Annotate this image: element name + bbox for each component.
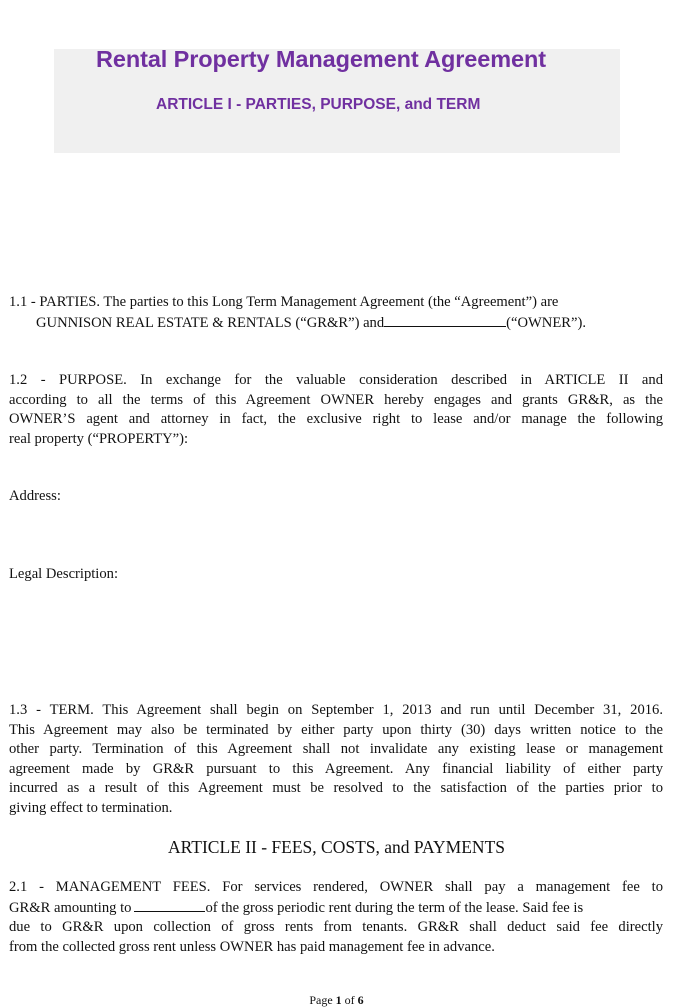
fee-amount-blank[interactable] [134,898,205,912]
legal-description-label: Legal Description: [9,566,119,582]
page-current: 1 [335,993,342,1007]
parties-text: (“OWNER”). [506,314,586,331]
page-footer [0,993,673,1008]
section-1-3-line: giving effect to termination. [9,799,173,816]
page-word: Page [309,993,333,1007]
section-1-2-purpose [9,371,663,449]
fee-text: of the gross periodic rent during the term of the lease. Said fee is [205,899,584,916]
section-1-3-term [9,701,663,819]
section-1-1-line [9,313,663,334]
parties-text: GUNNISON REAL ESTATE & RENTALS (“GR&R”) and [36,314,385,331]
section-1-1-parties [9,293,663,333]
section-1-3-line: other party. Termination of this Agreement shall not invalidate any existing lease or management [9,741,663,758]
section-2-1-line [9,898,663,919]
document-title: Rental Property Management Agreement [96,46,546,72]
article-2-heading: ARTICLE II - FEES, COSTS, and PAYMENTS [168,837,505,857]
section-1-2-line: 1.2 - PURPOSE. In exchange for the valuable consideration described in ARTICLE II and [9,372,663,388]
section-1-2-line: according to all the terms of this Agreement OWNER hereby engages and grants GR&R, as the [9,391,663,408]
article-1-heading: ARTICLE I - PARTIES, PURPOSE, and TERM [156,96,481,113]
fee-text: GR&R amounting to [9,899,132,916]
section-1-3-line: This Agreement may also be terminated by either party upon thirty (30) days written notice to the [9,721,663,738]
address-label: Address: [9,488,61,504]
section-1-1-line: 1.1 - PARTIES. The parties to this Long Term Management Agreement (the “Agreement”) are [9,294,559,310]
section-2-1-management-fees [9,878,663,957]
section-1-2-line: real property (“PROPERTY”): [9,430,189,447]
section-1-3-line: incurred as a result of this Agreement must be resolved to the satisfaction of the parties prior to [9,780,663,797]
section-1-2-line: OWNER’S agent and attorney in fact, the exclusive right to lease and/or manage the following [9,411,663,428]
page-total: 6 [357,993,364,1007]
section-2-1-line: 2.1 - MANAGEMENT FEES. For services rendered, OWNER shall pay a management fee to [9,879,663,895]
section-2-1-line: from the collected gross rent unless OWNER has paid management fee in advance. [9,938,495,955]
section-2-1-line: due to GR&R upon collection of gross rents from tenants. GR&R shall deduct said fee directly [9,919,663,936]
section-1-3-line: agreement made by GR&R pursuant to this Agreement. Any financial liability of either party [9,760,663,777]
page-of: of [344,993,355,1007]
section-1-3-line: 1.3 - TERM. This Agreement shall begin on September 1, 2013 and run until December 31, 2016. [9,702,663,718]
owner-name-blank[interactable] [384,313,506,327]
